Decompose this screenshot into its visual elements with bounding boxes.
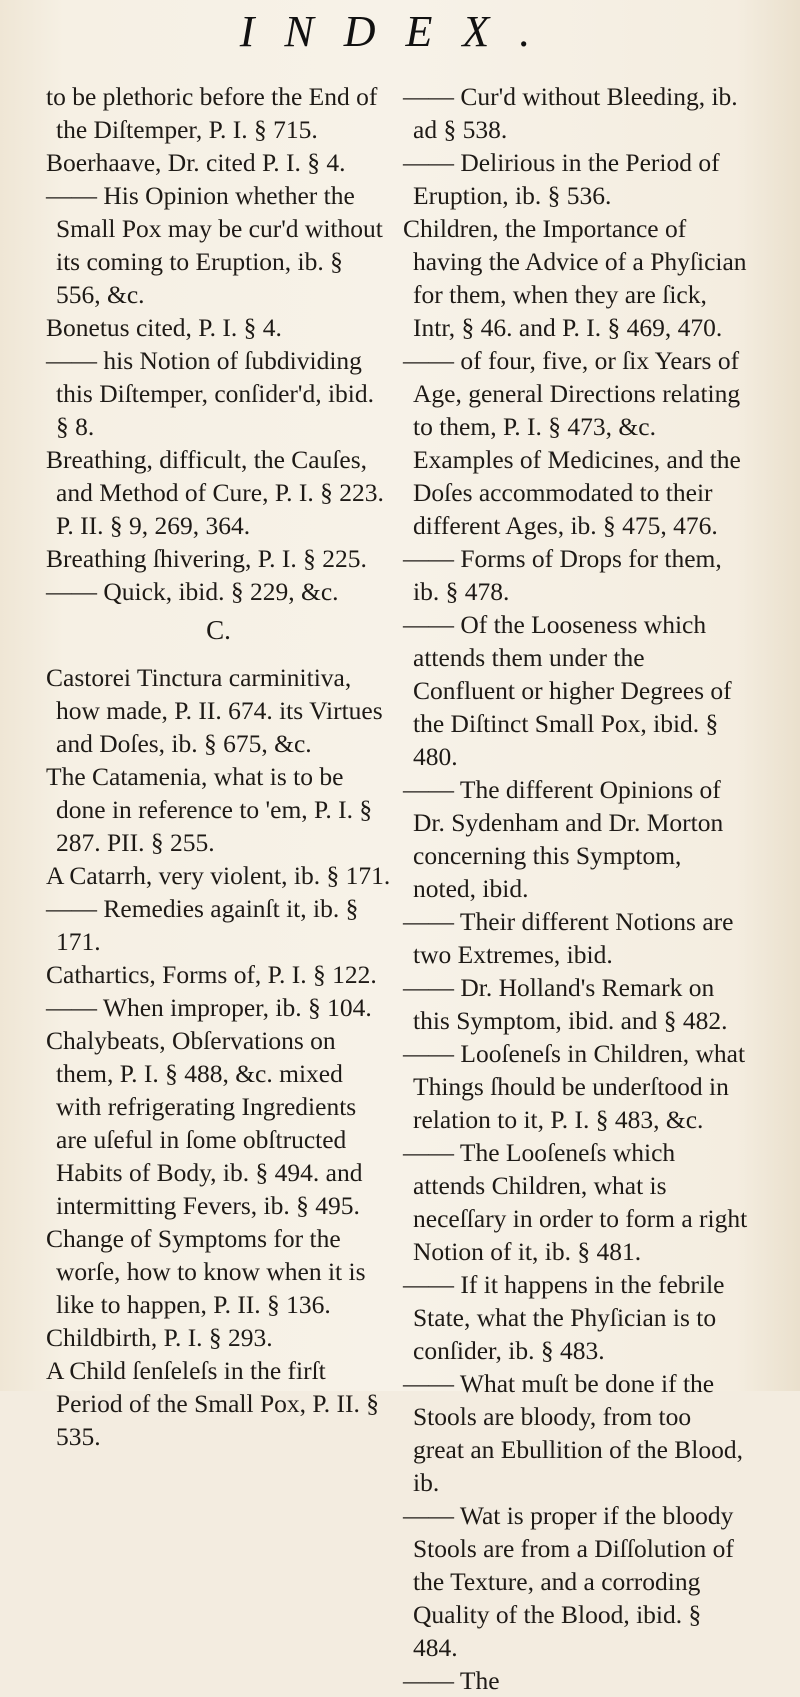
- section-letter: C.: [206, 615, 231, 645]
- index-entry: Cathartics, Forms of, P. I. § 122.: [46, 960, 377, 989]
- index-entry: —— When improper, ib. § 104.: [46, 993, 372, 1022]
- index-entry: Childbirth, P. I. § 293.: [46, 1323, 273, 1352]
- index-entry: —— The: [403, 1666, 500, 1695]
- page-title: INDEX.: [239, 7, 561, 56]
- index-entry: —— his Notion of ſubdividing this Diſtemper, conſider'd, ibid. § 8.: [46, 346, 375, 441]
- index-entry: Breathing, difficult, the Cauſes, and Method of Cure, P. I. § 223. P. II. § 9, 269, 364.: [46, 445, 384, 540]
- index-entry: Change of Symptoms for the worſe, how to know when it is like to happen, P. II. § 136.: [46, 1224, 366, 1319]
- index-entry: Chalybeats, Obſervations on them, P. I. § 488, &c. mixed with refrigerating Ingredients are uſeful in ſome obſtructed Habits of Body, ib. § 494. and intermitting Fevers, ib. § 495.: [46, 1026, 363, 1220]
- index-entry: The Catamenia, what is to be done in reference to 'em, P. I. § 287. PII. § 255.: [46, 762, 373, 857]
- index-entry: —— If it happens in the febrile State, what the Phyſician is to conſider, ib. § 483.: [403, 1270, 725, 1365]
- index-entry: Bonetus cited, P. I. § 4.: [46, 313, 282, 342]
- index-entry: Boerhaave, Dr. cited P. I. § 4.: [46, 148, 346, 177]
- index-entry: —— What muſt be done if the Stools are bloody, from too great an Ebullition of the Blood, ib.: [403, 1369, 744, 1497]
- index-entry: —— Wat is proper if the bloody Stools are from a Diſſolution of the Texture, and a corroding Quality of the Blood, ibid. § 484.: [403, 1501, 734, 1662]
- index-entry: —— Forms of Drops for them, ib. § 478.: [403, 544, 722, 606]
- index-entry: —— Cur'd without Bleeding, ib. ad § 538.: [403, 82, 738, 144]
- index-entry: —— His Opinion whether the Small Pox may be cur'd without its coming to Eruption, ib. § 556, &c.: [46, 181, 383, 309]
- index-entry: Breathing ſhivering, P. I. § 225.: [46, 544, 367, 573]
- index-entry: to be plethoric before the End of the Diſtemper, P. I. § 715.: [46, 82, 378, 144]
- index-entry: A Child ſenſeleſs in the firſt Period of the Small Pox, P. II. § 535.: [46, 1356, 379, 1451]
- index-entry: —— Delirious in the Period of Eruption, ib. § 536.: [403, 148, 720, 210]
- index-entry: A Catarrh, very violent, ib. § 171.: [46, 861, 391, 890]
- index-entry: —— Dr. Holland's Remark on this Symptom, ibid. and § 482.: [403, 973, 728, 1035]
- index-entry: —— Quick, ibid. § 229, &c.: [46, 577, 339, 606]
- index-entry: —— The Looſeneſs which attends Children, what is neceſſary in order to form a right Notion of it, ib. § 481.: [403, 1138, 748, 1266]
- index-entry: —— Remedies againſt it, ib. § 171.: [46, 894, 359, 956]
- index-entry: —— Looſeneſs in Children, what Things ſhould be underſtood in relation to it, P. I. § 483, &c.: [403, 1039, 746, 1134]
- index-entry: Children, the Importance of having the Advice of a Phyſician for them, when they are ſick, Intr, § 46. and P. I. § 469, 470.: [403, 214, 747, 342]
- right-column: [403, 80, 748, 1697]
- index-entry: —— The different Opinions of Dr. Sydenham and Dr. Morton concerning this Symptom, noted, ibid.: [403, 775, 724, 903]
- index-entry: —— of four, five, or ſix Years of Age, general Directions relating to them, P. I. § 473, &c. Examples of Medicines, and the Doſes accommodated to their different Ages, ib. § 475, 476.: [403, 346, 741, 540]
- left-column: [46, 80, 391, 1453]
- index-entry: —— Of the Looseness which attends them under the Confluent or higher Degrees of the Diſtinct Small Pox, ibid. § 480.: [403, 610, 732, 771]
- index-entry: —— Their different Notions are two Extremes, ibid.: [403, 907, 734, 969]
- index-entry: Castorei Tinctura carminitiva, how made, P. II. 674. its Virtues and Doſes, ib. § 675, &c.: [46, 663, 383, 758]
